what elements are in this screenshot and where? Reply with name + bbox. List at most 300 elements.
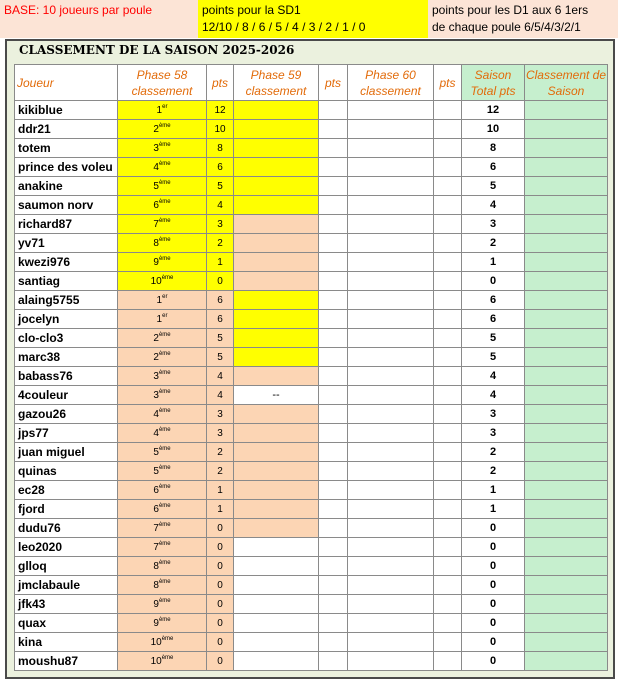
position-suffix: ème: [158, 389, 171, 395]
table-row: [15, 310, 608, 329]
phase60-position: [348, 557, 434, 576]
season-total-points: 6: [462, 291, 525, 310]
player-name: ec28: [15, 481, 118, 500]
phase59-position: [234, 481, 319, 500]
season-total-points: 1: [462, 253, 525, 272]
position-suffix: ème: [158, 503, 171, 509]
player-name: kina: [15, 633, 118, 652]
phase60-points: [434, 177, 462, 196]
phase58-points: 0: [207, 272, 234, 291]
season-rank: [525, 462, 608, 481]
season-total-points: 6: [462, 158, 525, 177]
phase60-points: [434, 633, 462, 652]
season-total-points: 4: [462, 367, 525, 386]
phase59-position: [234, 557, 319, 576]
season-total-points: 2: [462, 234, 525, 253]
position-suffix: ème: [158, 142, 171, 148]
table-row: [15, 291, 608, 310]
position-number: 5: [153, 181, 159, 192]
phase60-points: [434, 576, 462, 595]
col-header-joueur: Joueur: [15, 65, 118, 101]
position-number: 6: [153, 504, 159, 515]
phase60-points: [434, 481, 462, 500]
player-name: kikiblue: [15, 101, 118, 120]
position-suffix: ème: [158, 446, 171, 452]
phase58-position: [118, 424, 207, 443]
phase59-position: [234, 348, 319, 367]
phase60-points: [434, 120, 462, 139]
player-name: gazou26: [15, 405, 118, 424]
season-rank: [525, 272, 608, 291]
season-rank: [525, 253, 608, 272]
phase59-position: [234, 234, 319, 253]
phase60-points: [434, 405, 462, 424]
table-row: [15, 424, 608, 443]
phase58-points: 6: [207, 158, 234, 177]
phase58-points: 8: [207, 139, 234, 158]
position-number: 4: [153, 162, 159, 173]
phase59-points: [319, 234, 348, 253]
season-rank: [525, 386, 608, 405]
season-rank: [525, 158, 608, 177]
phase59-position: [234, 443, 319, 462]
position-number: 8: [153, 561, 159, 572]
phase59-position: --: [234, 386, 319, 405]
position-number: 8: [153, 238, 159, 249]
phase60-points: [434, 196, 462, 215]
season-total-points: 4: [462, 196, 525, 215]
phase59-points: [319, 614, 348, 633]
season-ranking-panel: [5, 39, 615, 679]
player-name: jocelyn: [15, 310, 118, 329]
phase60-points: [434, 538, 462, 557]
season-rank: [525, 595, 608, 614]
phase60-points: [434, 291, 462, 310]
phase60-points: [434, 348, 462, 367]
season-rank: [525, 481, 608, 500]
col-header-phase58: Phase 58 classement: [118, 65, 207, 101]
phase58-position: [118, 652, 207, 671]
sd1-points-cell: [198, 0, 428, 38]
table-row: [15, 595, 608, 614]
phase60-position: [348, 386, 434, 405]
season-rank: [525, 139, 608, 158]
sd1-points-line2: 12/10 / 8 / 6 / 5 / 4 / 3 / 2 / 1 / 0: [202, 20, 366, 34]
phase58-position: [118, 538, 207, 557]
table-row: [15, 120, 608, 139]
season-total-points: 0: [462, 519, 525, 538]
phase60-points: [434, 215, 462, 234]
phase60-points: [434, 500, 462, 519]
phase60-position: [348, 310, 434, 329]
sd1-points-line1: points pour la SD1: [202, 3, 301, 17]
position-suffix: er: [162, 104, 168, 110]
phase60-position: [348, 253, 434, 272]
phase59-points: [319, 576, 348, 595]
position-number: 4: [153, 428, 159, 439]
position-suffix: ème: [158, 370, 171, 376]
season-rank: [525, 367, 608, 386]
ranking-table: [14, 64, 608, 671]
col-header-pts58: pts: [207, 65, 234, 101]
phase60-position: [348, 405, 434, 424]
phase59-position: [234, 177, 319, 196]
position-suffix: ème: [158, 598, 171, 604]
position-suffix: er: [162, 294, 168, 300]
phase60-position: [348, 424, 434, 443]
season-rank: [525, 576, 608, 595]
season-total-points: 5: [462, 348, 525, 367]
phase60-points: [434, 158, 462, 177]
position-number: 3: [153, 143, 159, 154]
phase59-position: [234, 253, 319, 272]
player-name: quax: [15, 614, 118, 633]
table-row: [15, 462, 608, 481]
position-suffix: ème: [158, 427, 171, 433]
table-row: [15, 405, 608, 424]
phase58-points: 3: [207, 215, 234, 234]
phase58-points: 4: [207, 196, 234, 215]
phase59-position: [234, 310, 319, 329]
player-name: jmclabaule: [15, 576, 118, 595]
phase59-position: [234, 424, 319, 443]
player-name: kwezi976: [15, 253, 118, 272]
phase58-position: [118, 633, 207, 652]
position-number: 10: [150, 637, 162, 648]
phase59-points: [319, 329, 348, 348]
season-total-points: 0: [462, 595, 525, 614]
phase59-points: [319, 272, 348, 291]
season-rank: [525, 348, 608, 367]
player-name: jps77: [15, 424, 118, 443]
position-number: 7: [153, 219, 159, 230]
phase58-points: 4: [207, 386, 234, 405]
table-row: [15, 348, 608, 367]
table-row: [15, 253, 608, 272]
season-rank: [525, 196, 608, 215]
col-header-phase59: Phase 59 classement: [234, 65, 319, 101]
phase59-position: [234, 652, 319, 671]
phase59-points: [319, 481, 348, 500]
phase58-position: [118, 348, 207, 367]
phase59-position: [234, 139, 319, 158]
position-suffix: ème: [158, 408, 171, 414]
phase58-position: [118, 500, 207, 519]
phase60-points: [434, 367, 462, 386]
table-row: [15, 576, 608, 595]
phase59-position: [234, 405, 319, 424]
phase58-points: 0: [207, 538, 234, 557]
phase60-position: [348, 120, 434, 139]
phase58-position: [118, 462, 207, 481]
season-rank: [525, 215, 608, 234]
phase58-position: [118, 367, 207, 386]
position-number: 6: [153, 200, 159, 211]
phase58-points: 2: [207, 462, 234, 481]
phase60-points: [434, 462, 462, 481]
season-total-points: 0: [462, 272, 525, 291]
phase58-position: [118, 481, 207, 500]
phase58-position: [118, 196, 207, 215]
position-number: 2: [153, 124, 159, 135]
table-row: [15, 101, 608, 120]
player-name: leo2020: [15, 538, 118, 557]
phase59-points: [319, 215, 348, 234]
base-label: BASE: 10 joueurs par poule: [4, 3, 153, 17]
phase58-points: 0: [207, 557, 234, 576]
position-suffix: ème: [158, 180, 171, 186]
phase60-position: [348, 101, 434, 120]
phase60-position: [348, 348, 434, 367]
phase60-position: [348, 614, 434, 633]
table-row: [15, 614, 608, 633]
player-name: yv71: [15, 234, 118, 253]
phase58-position: [118, 158, 207, 177]
phase60-position: [348, 443, 434, 462]
table-row: [15, 234, 608, 253]
season-total-points: 4: [462, 386, 525, 405]
table-row: [15, 519, 608, 538]
phase59-position: [234, 215, 319, 234]
phase59-points: [319, 538, 348, 557]
position-suffix: ème: [158, 332, 171, 338]
phase59-points: [319, 253, 348, 272]
phase59-points: [319, 158, 348, 177]
player-name: jfk43: [15, 595, 118, 614]
phase58-position: [118, 614, 207, 633]
table-row: [15, 652, 608, 671]
phase60-position: [348, 272, 434, 291]
season-rank: [525, 329, 608, 348]
phase58-points: 3: [207, 424, 234, 443]
phase59-points: [319, 557, 348, 576]
season-rank: [525, 101, 608, 120]
player-name: saumon norv: [15, 196, 118, 215]
phase58-points: 2: [207, 443, 234, 462]
phase59-points: [319, 196, 348, 215]
table-row: [15, 196, 608, 215]
position-suffix: ème: [161, 636, 174, 642]
player-name: clo-clo3: [15, 329, 118, 348]
phase60-position: [348, 367, 434, 386]
phase59-position: [234, 595, 319, 614]
season-total-points: 1: [462, 481, 525, 500]
season-rank: [525, 557, 608, 576]
position-suffix: ème: [161, 655, 174, 661]
phase60-points: [434, 101, 462, 120]
season-total-points: 6: [462, 310, 525, 329]
phase59-points: [319, 291, 348, 310]
phase58-points: 6: [207, 310, 234, 329]
position-suffix: ème: [158, 560, 171, 566]
phase58-position: [118, 595, 207, 614]
position-suffix: ème: [158, 218, 171, 224]
season-total-points: 3: [462, 405, 525, 424]
position-number: 5: [153, 466, 159, 477]
season-total-points: 3: [462, 215, 525, 234]
phase60-position: [348, 519, 434, 538]
col-header-rank: Classement de Saison: [525, 65, 608, 101]
phase59-points: [319, 462, 348, 481]
player-name: prince des voleu: [15, 158, 118, 177]
phase60-position: [348, 196, 434, 215]
phase60-points: [434, 519, 462, 538]
season-total-points: 1: [462, 500, 525, 519]
table-row: [15, 386, 608, 405]
phase60-points: [434, 139, 462, 158]
phase58-points: 0: [207, 614, 234, 633]
phase58-position: [118, 215, 207, 234]
phase59-points: [319, 386, 348, 405]
phase58-points: 6: [207, 291, 234, 310]
phase59-points: [319, 120, 348, 139]
phase58-position: [118, 405, 207, 424]
phase59-points: [319, 101, 348, 120]
season-rank: [525, 652, 608, 671]
phase59-points: [319, 443, 348, 462]
phase59-position: [234, 196, 319, 215]
table-row: [15, 272, 608, 291]
position-number: 10: [150, 656, 162, 667]
phase59-position: [234, 120, 319, 139]
player-name: babass76: [15, 367, 118, 386]
season-rank: [525, 538, 608, 557]
season-total-points: 0: [462, 557, 525, 576]
phase60-points: [434, 329, 462, 348]
position-number: 1: [156, 314, 163, 325]
player-name: dudu76: [15, 519, 118, 538]
season-rank: [525, 614, 608, 633]
phase58-position: [118, 272, 207, 291]
position-number: 10: [150, 276, 162, 287]
phase59-points: [319, 139, 348, 158]
phase58-points: 2: [207, 234, 234, 253]
position-number: 3: [153, 371, 159, 382]
season-total-points: 3: [462, 424, 525, 443]
phase59-position: [234, 538, 319, 557]
d1-points-line1: points pour les D1 aux 6 1ers: [432, 3, 589, 17]
phase58-position: [118, 519, 207, 538]
season-total-points: 0: [462, 652, 525, 671]
phase60-points: [434, 595, 462, 614]
season-total-points: 0: [462, 633, 525, 652]
phase58-position: [118, 310, 207, 329]
position-suffix: ème: [158, 579, 171, 585]
phase59-position: [234, 101, 319, 120]
phase59-points: [319, 595, 348, 614]
position-number: 3: [153, 390, 159, 401]
phase59-points: [319, 367, 348, 386]
phase58-points: 0: [207, 633, 234, 652]
position-number: 7: [153, 523, 159, 534]
phase58-position: [118, 576, 207, 595]
phase60-position: [348, 215, 434, 234]
phase58-points: 1: [207, 253, 234, 272]
phase58-points: 0: [207, 595, 234, 614]
player-name: fjord: [15, 500, 118, 519]
phase58-points: 12: [207, 101, 234, 120]
table-header-row: [15, 65, 608, 101]
phase60-position: [348, 633, 434, 652]
phase60-position: [348, 234, 434, 253]
page-title: CLASSEMENT DE LA SAISON 2025-2026: [19, 43, 295, 57]
season-rank: [525, 405, 608, 424]
phase58-position: [118, 253, 207, 272]
position-suffix: ème: [158, 123, 171, 129]
table-row: [15, 481, 608, 500]
phase59-position: [234, 633, 319, 652]
phase60-points: [434, 443, 462, 462]
base-info-cell: [0, 0, 198, 38]
col-header-pts60: pts: [434, 65, 462, 101]
season-rank: [525, 234, 608, 253]
phase58-position: [118, 443, 207, 462]
phase60-points: [434, 557, 462, 576]
season-rank: [525, 443, 608, 462]
phase58-points: 5: [207, 329, 234, 348]
phase60-position: [348, 652, 434, 671]
season-rank: [525, 500, 608, 519]
phase58-points: 3: [207, 405, 234, 424]
season-total-points: 2: [462, 443, 525, 462]
season-total-points: 2: [462, 462, 525, 481]
position-suffix: ème: [161, 275, 174, 281]
phase59-points: [319, 633, 348, 652]
season-total-points: 0: [462, 538, 525, 557]
season-total-points: 12: [462, 101, 525, 120]
phase60-position: [348, 139, 434, 158]
phase59-position: [234, 519, 319, 538]
table-row: [15, 329, 608, 348]
phase60-points: [434, 652, 462, 671]
phase59-points: [319, 348, 348, 367]
phase59-position: [234, 500, 319, 519]
table-row: [15, 557, 608, 576]
season-total-points: 0: [462, 614, 525, 633]
phase60-position: [348, 500, 434, 519]
season-rank: [525, 633, 608, 652]
position-number: 1: [156, 295, 163, 306]
season-rank: [525, 424, 608, 443]
position-suffix: ème: [158, 199, 171, 205]
d1-points-line2: de chaque poule 6/5/4/3/2/1: [432, 20, 581, 34]
phase58-position: [118, 120, 207, 139]
season-rank: [525, 177, 608, 196]
position-number: 2: [153, 352, 159, 363]
phase60-points: [434, 310, 462, 329]
phase60-points: [434, 234, 462, 253]
phase58-points: 5: [207, 348, 234, 367]
position-number: 9: [153, 599, 159, 610]
phase59-position: [234, 291, 319, 310]
phase60-position: [348, 538, 434, 557]
position-number: 5: [153, 447, 159, 458]
season-rank: [525, 120, 608, 139]
phase58-position: [118, 139, 207, 158]
position-suffix: ème: [158, 465, 171, 471]
table-row: [15, 538, 608, 557]
phase59-position: [234, 272, 319, 291]
phase60-position: [348, 329, 434, 348]
player-name: totem: [15, 139, 118, 158]
season-rank: [525, 310, 608, 329]
position-suffix: ème: [158, 351, 171, 357]
position-suffix: ème: [158, 161, 171, 167]
position-suffix: ème: [158, 541, 171, 547]
phase60-position: [348, 462, 434, 481]
position-suffix: ème: [158, 237, 171, 243]
season-total-points: 0: [462, 576, 525, 595]
